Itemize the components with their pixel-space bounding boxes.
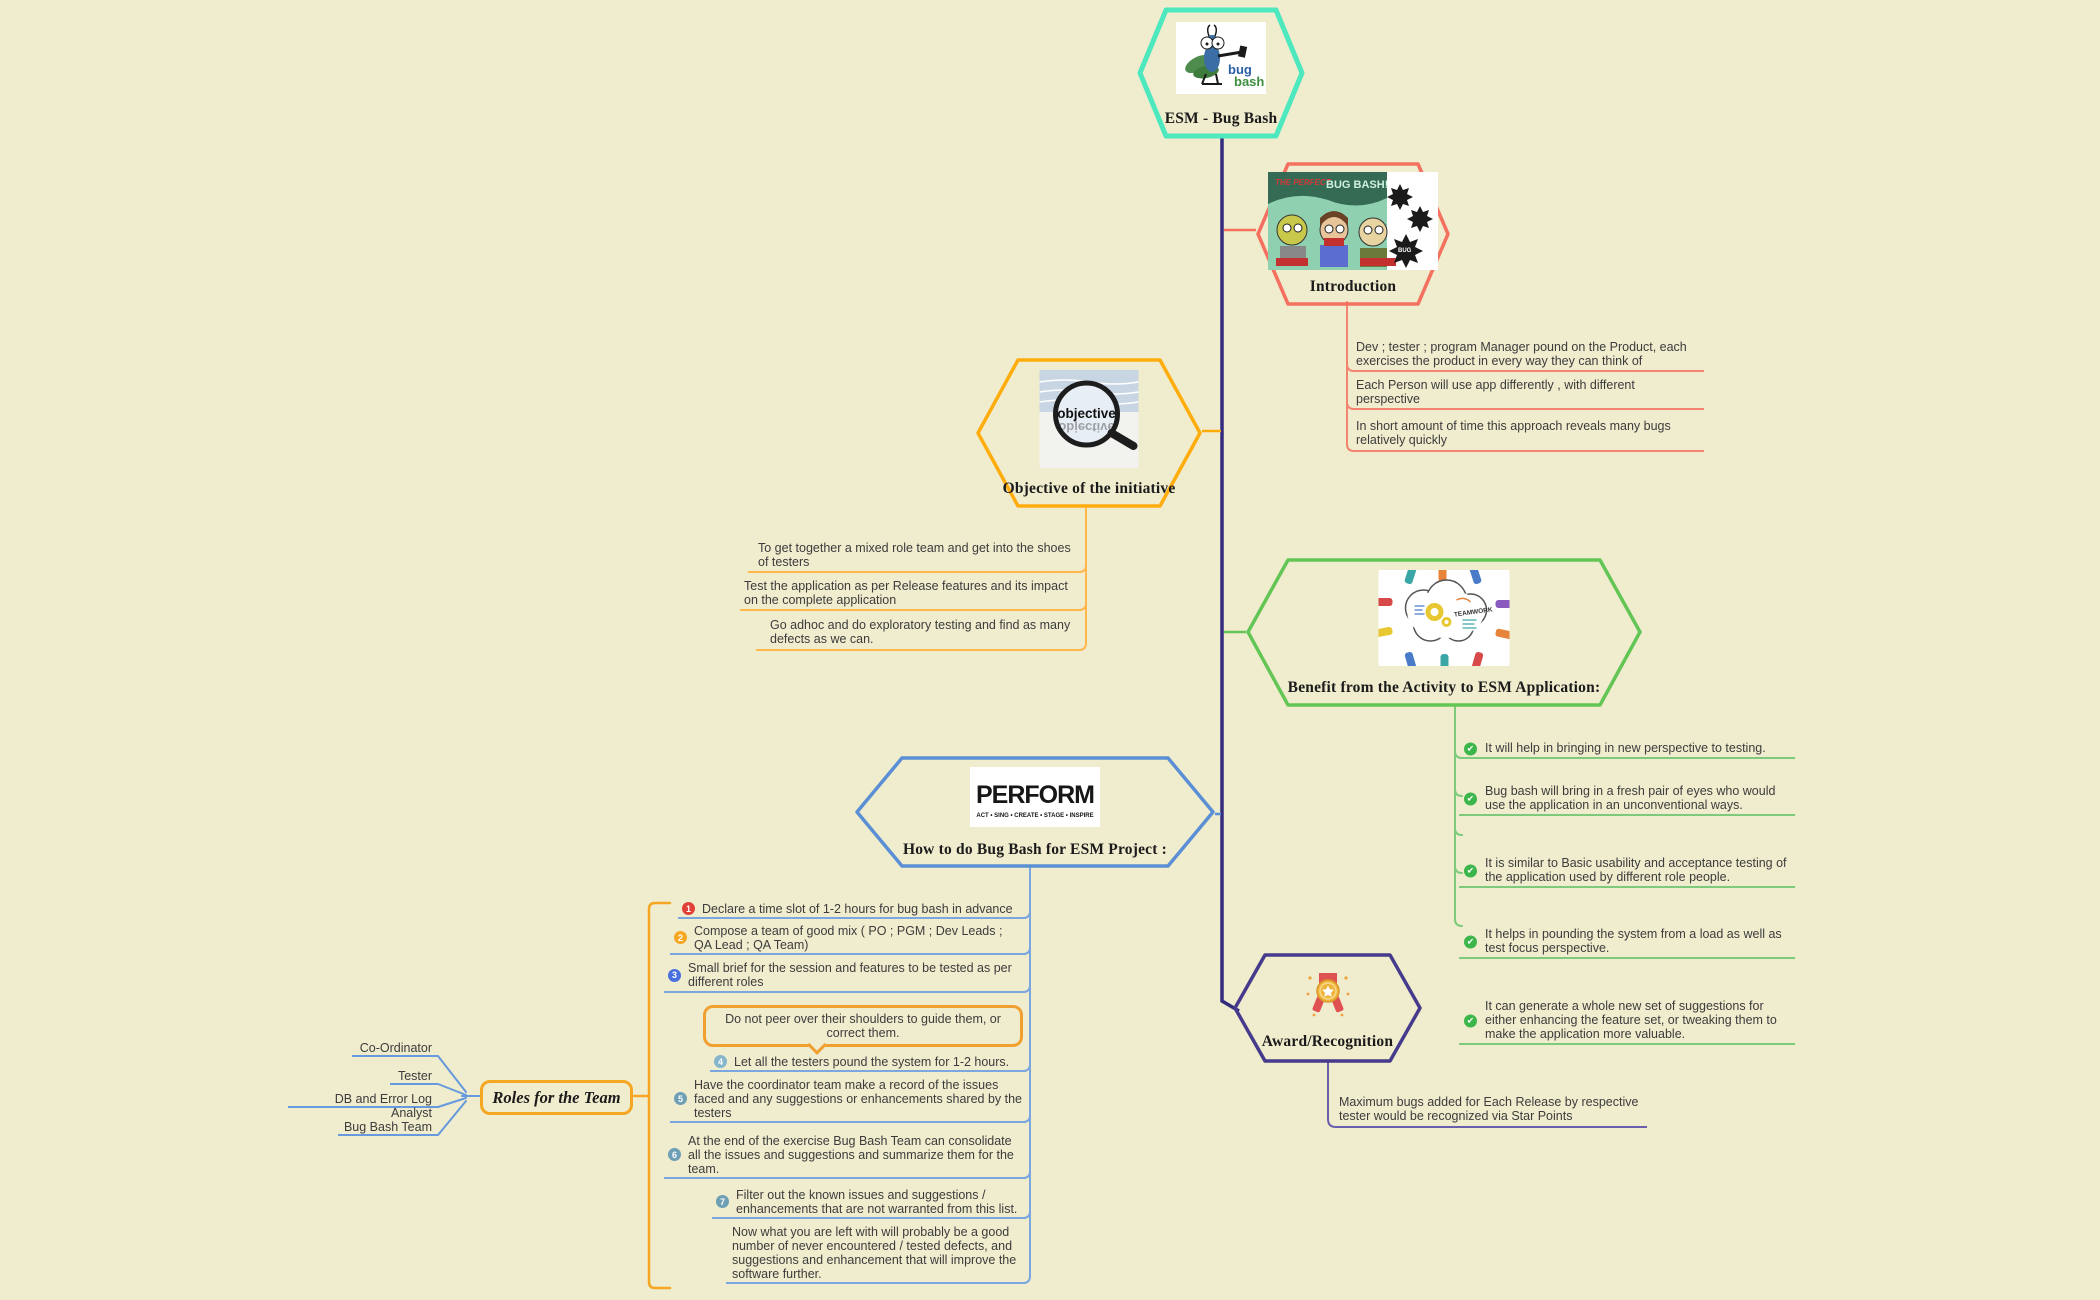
intro-item[interactable]: Dev ; tester ; program Manager pound on the Product, each exercises the product in every way they can think of: [1352, 339, 1704, 372]
node-award[interactable]: [1235, 955, 1420, 1061]
node-howto[interactable]: [857, 758, 1213, 866]
objective-magnifier-image: [1040, 370, 1139, 468]
intro-image-big-title: BUG BASH!: [1326, 179, 1389, 191]
role-item[interactable]: Tester: [390, 1068, 438, 1085]
role-item[interactable]: Bug Bash Team: [338, 1119, 438, 1136]
step-number-badge: 6: [668, 1148, 681, 1161]
check-icon: ✔: [1464, 1014, 1477, 1027]
step-number-badge: 3: [668, 969, 681, 982]
check-icon: ✔: [1464, 742, 1477, 755]
benefit-item[interactable]: ✔ It will help in bringing in new perspective to testing.: [1459, 740, 1795, 759]
roles-node[interactable]: Roles for the Team: [480, 1080, 633, 1115]
spine-line: [1222, 138, 1239, 1011]
check-icon: ✔: [1464, 864, 1477, 877]
award-medal-icon: [1305, 970, 1351, 1020]
intro-image-small-title: THE PERFECT: [1275, 178, 1331, 187]
step-number-badge: 1: [682, 902, 695, 915]
howto-step[interactable]: 4 Let all the testers pound the system for 1-2 hours.: [710, 1053, 1026, 1072]
check-icon: ✔: [1464, 792, 1477, 805]
howto-label: How to do Bug Bash for ESM Project :: [902, 841, 1168, 858]
howto-step[interactable]: 2 Compose a team of good mix ( PO ; PGM ; Dev Leads ; QA Lead ; QA Team): [670, 922, 1026, 955]
howto-step[interactable]: Now what you are left with will probably be a good number of never encountered / tested defects, and suggestions and enhancement that will improve the software further.: [726, 1223, 1026, 1284]
perform-image: [970, 767, 1100, 827]
objective-item[interactable]: Test the application as per Release features and its impact on the complete application: [740, 578, 1081, 611]
objective-word-mirrored: objective: [1058, 420, 1115, 435]
objective-label: Objective of the initiative: [1002, 480, 1176, 497]
objective-item[interactable]: Go adhoc and do exploratory testing and find as many defects as we can.: [756, 617, 1081, 651]
bug-word: bug: [1228, 62, 1252, 77]
root-label: ESM - Bug Bash: [1164, 110, 1278, 127]
introduction-comic-image: [1268, 172, 1438, 270]
node-introduction[interactable]: [1258, 164, 1448, 304]
bug-burst-word: BUG: [1398, 248, 1412, 254]
howto-step[interactable]: 7 Filter out the known issues and suggestions / enhancements that are not warranted from this list.: [712, 1186, 1026, 1219]
bug-bash-logo-image: [1176, 22, 1266, 94]
step-number-badge: 5: [674, 1092, 687, 1105]
callout-note[interactable]: Do not peer over their shoulders to guide them, or correct them.: [703, 1005, 1023, 1047]
introduction-label: Introduction: [1309, 278, 1397, 295]
intro-item[interactable]: In short amount of time this approach reveals many bugs relatively quickly: [1352, 418, 1704, 452]
step-number-badge: 7: [716, 1195, 729, 1208]
node-objective[interactable]: [978, 360, 1200, 506]
benefit-item[interactable]: ✔ It is similar to Basic usability and acceptance testing of the application used by different role people.: [1459, 855, 1795, 888]
node-root[interactable]: [1140, 10, 1302, 136]
howto-step[interactable]: 3 Small brief for the session and features to be tested as per different roles: [664, 959, 1026, 993]
howto-step[interactable]: 1 Declare a time slot of 1-2 hours for bug bash in advance: [678, 900, 1026, 919]
teamwork-word: TEAMWORK: [1453, 606, 1494, 619]
role-item[interactable]: Co-Ordinator: [352, 1040, 438, 1057]
award-item[interactable]: Maximum bugs added for Each Release by respective tester would be recognized via Star Points: [1335, 1094, 1647, 1128]
teamwork-image: [1379, 570, 1510, 666]
role-item[interactable]: DB and Error Log Analyst: [288, 1091, 438, 1108]
objective-word: objective: [1057, 406, 1116, 421]
benefit-item[interactable]: ✔ Bug bash will bring in a fresh pair of eyes who would use the application in an unconventional ways.: [1459, 783, 1795, 816]
howto-step[interactable]: 6 At the end of the exercise Bug Bash Team can consolidate all the issues and suggestions and summarize them for the team.: [664, 1132, 1026, 1179]
bash-word: bash: [1234, 74, 1265, 89]
perform-tagline: ACT • SING • CREATE • STAGE • INSPIRE: [976, 813, 1094, 819]
benefit-label: Benefit from the Activity to ESM Application:: [1287, 679, 1601, 696]
check-icon: ✔: [1464, 935, 1477, 948]
intro-item[interactable]: Each Person will use app differently , with different perspective: [1352, 377, 1704, 410]
perform-title: PERFORM: [976, 781, 1094, 809]
howto-step[interactable]: 5 Have the coordinator team make a record of the issues faced and any suggestions or enhancements shared by the testers: [670, 1076, 1026, 1123]
award-label: Award/Recognition: [1261, 1033, 1394, 1050]
benefit-item[interactable]: ✔ It can generate a whole new set of suggestions for either enhancing the feature set, or tweaking them to make the application more valuable.: [1459, 998, 1795, 1045]
step-number-badge: 4: [714, 1055, 727, 1068]
objective-item[interactable]: To get together a mixed role team and get into the shoes of testers: [748, 540, 1081, 573]
node-benefit[interactable]: [1248, 560, 1640, 705]
step-number-badge: 2: [674, 931, 687, 944]
benefit-item[interactable]: ✔ It helps in pounding the system from a load as well as test focus perspective.: [1459, 926, 1795, 959]
